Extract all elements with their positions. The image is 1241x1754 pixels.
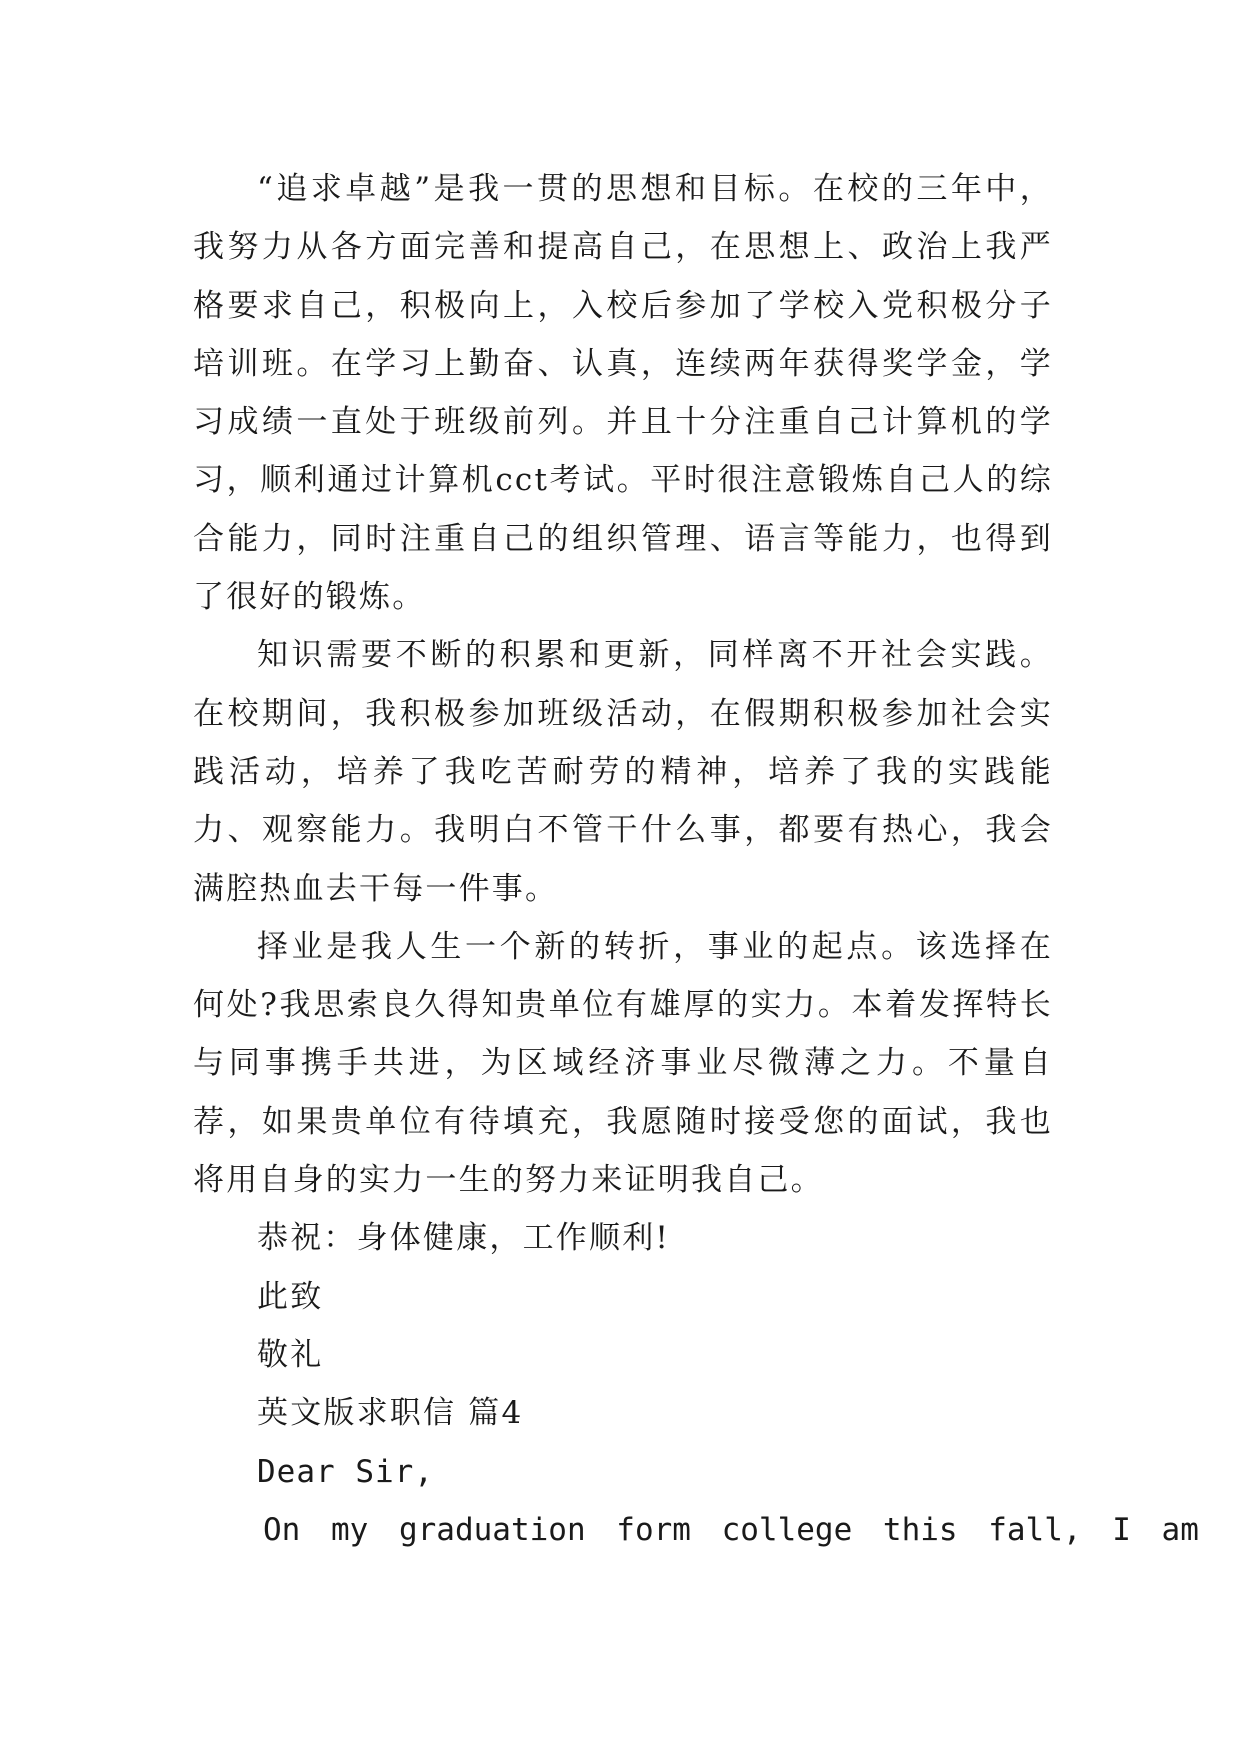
paragraph-pursuit-excellence: “追求卓越”是我一贯的思想和目标。在校的三年中，我努力从各方面完善和提高自己，在思想上、政治上我严格要求自己，积极向上，入校后参加了学校入党积极分子培训班。在学习上勤奋、认真，连续两年获得奖学金，学习成绩一直处于班级前列。并且十分注重自己计算机的学习，顺利通过计算机cct考试。平时很注意锻炼自己人的综合能力，同时注重自己的组织管理、语言等能力，也得到了很好的锻炼。 — [193, 171, 1053, 616]
english-greeting: Dear Sir, — [257, 1453, 434, 1490]
section-title: 英文版求职信 篇4 — [257, 1395, 524, 1432]
salutation-jingli: 敬礼 — [257, 1336, 324, 1373]
salutation-cizhi: 此致 — [257, 1278, 324, 1315]
letter-body — [193, 160, 1199, 1559]
closing-wish: 恭祝：身体健康，工作顺利! — [257, 1220, 671, 1257]
english-opening-line: On my graduation form college this fall, I am — [263, 1511, 1199, 1548]
paragraph-career-choice: 择业是我人生一个新的转折，事业的起点。该选择在何处?我思索良久得知贵单位有雄厚的实力。本着发挥特长与同事携手共进，为区域经济事业尽微薄之力。不量自荐，如果贵单位有待填充，我愿随时接受您的面试，我也将用自身的实力一生的努力来证明我自己。 — [193, 928, 1053, 1199]
paragraph-social-practice: 知识需要不断的积累和更新，同样离不开社会实践。在校期间，我积极参加班级活动，在假期积极参加社会实践活动，培养了我吃苦耐劳的精神，培养了我的实践能力、观察能力。我明白不管干什么事，都要有热心，我会满腔热血去干每一件事。 — [193, 637, 1053, 907]
